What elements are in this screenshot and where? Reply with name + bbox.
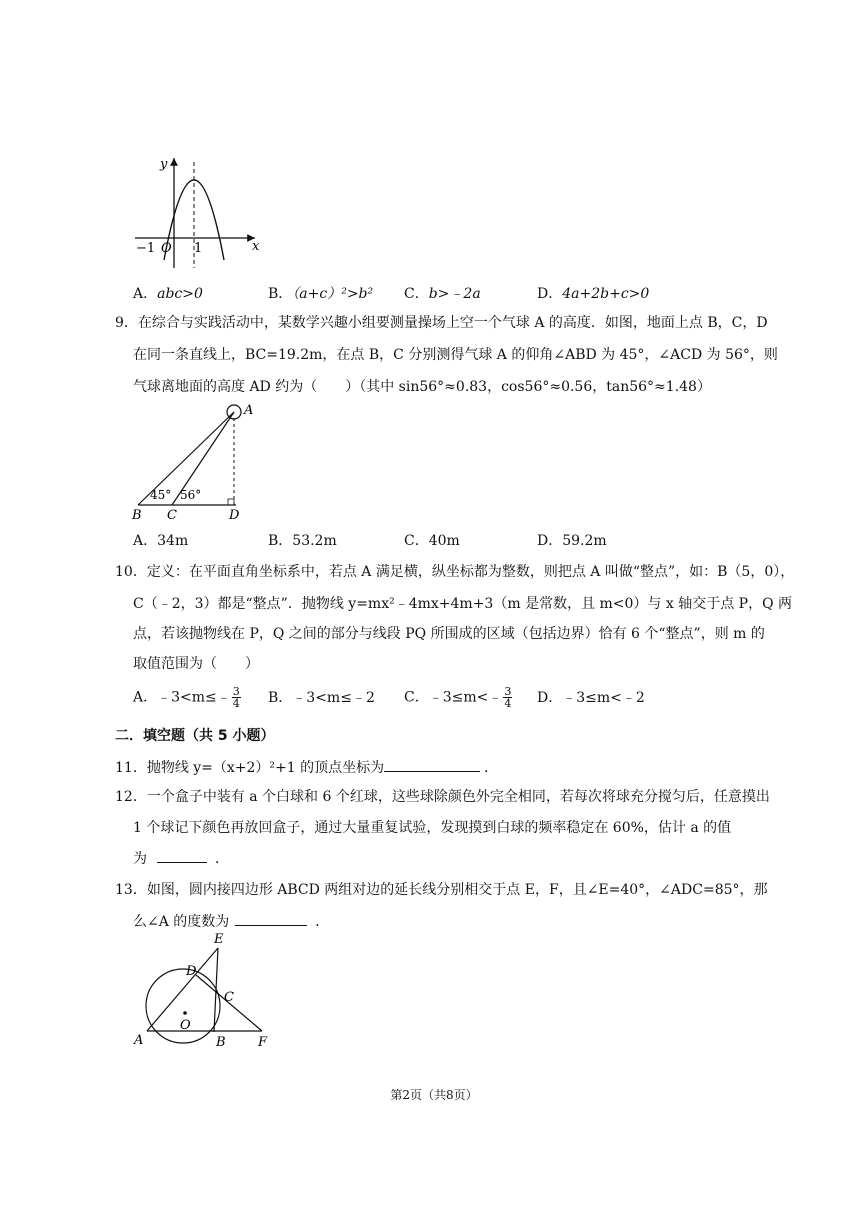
q9-option-c: C．40m [404, 533, 460, 549]
q11-text: 11．抛物线 y=（x+2）²+1 的顶点坐标为 ． [115, 757, 498, 778]
q10-option-a: A．﹣3<m≤﹣ $\frac{3}{4}$ [133, 685, 240, 710]
q13-text-line-2: 么∠A 的度数为 ． [133, 911, 329, 932]
q13-text-line-1: 13．如图，圆内接四边形 ABCD 两组对边的延长线分别相交于点 E，F，且∠E=40°，∠ADC=85°，那 [115, 882, 768, 898]
q10-text-line-4: 取值范围为（ ） [133, 656, 259, 672]
q13-label-d: D [186, 964, 197, 979]
q10-option-b: B．﹣3<m≤﹣2 [268, 690, 375, 706]
q8-parabola-figure [130, 150, 270, 275]
q9-angle-c-label: 56° [180, 488, 202, 502]
q8-option-d: D．4a+2b+c>0 [537, 286, 650, 302]
q9-balloon-figure [128, 398, 268, 523]
q12-text-line-1: 12．一个盒子中装有 a 个白球和 6 个红球，这些球除颜色外完全相同，若每次将球充分搅匀后，任意摸出 [115, 789, 770, 805]
q8-option-a: A．abc>0 [133, 286, 203, 302]
q13-label-a: A [134, 1033, 144, 1048]
q9-text-line-2: 在同一条直线上，BC=19.2m，在点 B，C 分别测得气球 A 的仰角∠ABD 为 45°，∠ACD 为 56°，则 [133, 347, 778, 363]
q8-x-label: x [252, 239, 260, 254]
q10-text-line-1: 10．定义：在平面直角坐标系中，若点 A 满足横，纵坐标都为整数，则把点 A 叫做“整点”，如：B（5，0）， [115, 564, 795, 580]
q10-option-a-fraction: $\frac{3}{4}$ [232, 685, 240, 710]
q12-text-line-3: 为 ． [133, 848, 229, 869]
q11-answer-blank[interactable] [384, 757, 480, 772]
q13-label-f: F [258, 1035, 268, 1050]
q9-label-c: C [167, 508, 177, 523]
q8-origin-label: O [161, 241, 172, 256]
q10-option-d: D．﹣3≤m<﹣2 [537, 690, 645, 706]
q9-option-a: A．34m [133, 533, 189, 549]
page-footer: 第2页（共8页） [390, 1088, 478, 1102]
q8-option-c: C．b>﹣2a [404, 286, 481, 302]
q9-angle-b-label: 45° [150, 488, 172, 502]
q9-text-line-1: 9．在综合与实践活动中，某数学兴趣小组要测量操场上空一个气球 A 的高度．如图，地面上点 B，C，D [115, 315, 768, 331]
q13-label-e: E [214, 932, 224, 947]
q12-answer-blank[interactable] [157, 848, 207, 863]
q13-label-c: C [224, 990, 234, 1005]
q9-option-b: B．53.2m [268, 533, 337, 549]
q10-option-c-fraction: $\frac{3}{4}$ [504, 685, 512, 710]
q9-label-b: B [132, 508, 142, 523]
q13-center-dot [183, 1011, 187, 1015]
q9-text-line-3: 气球离地面的高度 AD 约为（ ）（其中 sin56°≈0.83，cos56°≈0.56，tan56°≈1.48） [133, 379, 711, 395]
q13-label-o: O [180, 1018, 191, 1033]
q8-one-label: 1 [194, 241, 203, 256]
q13-circle-figure [128, 928, 278, 1053]
q9-label-a: A [244, 403, 254, 418]
q10-option-c: C．﹣3≤m<﹣ $\frac{3}{4}$ [404, 685, 512, 710]
q12-text-line-2: 1 个球记下颜色再放回盒子，通过大量重复试验，发现摸到白球的频率稳定在 60%，估计 a 的值 [133, 820, 732, 836]
q8-option-b: B．（a+c）²>b² [268, 286, 374, 302]
q8-y-label: y [160, 157, 168, 172]
section-2-title: 二．填空题（共 5 小题） [115, 728, 275, 744]
q10-text-line-3: 点，若该抛物线在 P，Q 之间的部分与线段 PQ 所围成的区域（包括边界）恰有 6 个“整点”，则 m 的 [133, 626, 765, 642]
q13-answer-blank[interactable] [235, 911, 307, 926]
q9-option-d: D．59.2m [537, 533, 607, 549]
q9-right-angle-mark [228, 499, 234, 505]
q8-neg-one-label: −1 [136, 241, 156, 256]
q9-label-d: D [229, 508, 240, 523]
q13-label-b: B [216, 1035, 226, 1050]
q10-text-line-2: C（﹣2，3）都是“整点”．抛物线 y=mx²﹣4mx+4m+3（m 是常数，且 m<0）与 x 轴交于点 P，Q 两 [133, 596, 793, 612]
